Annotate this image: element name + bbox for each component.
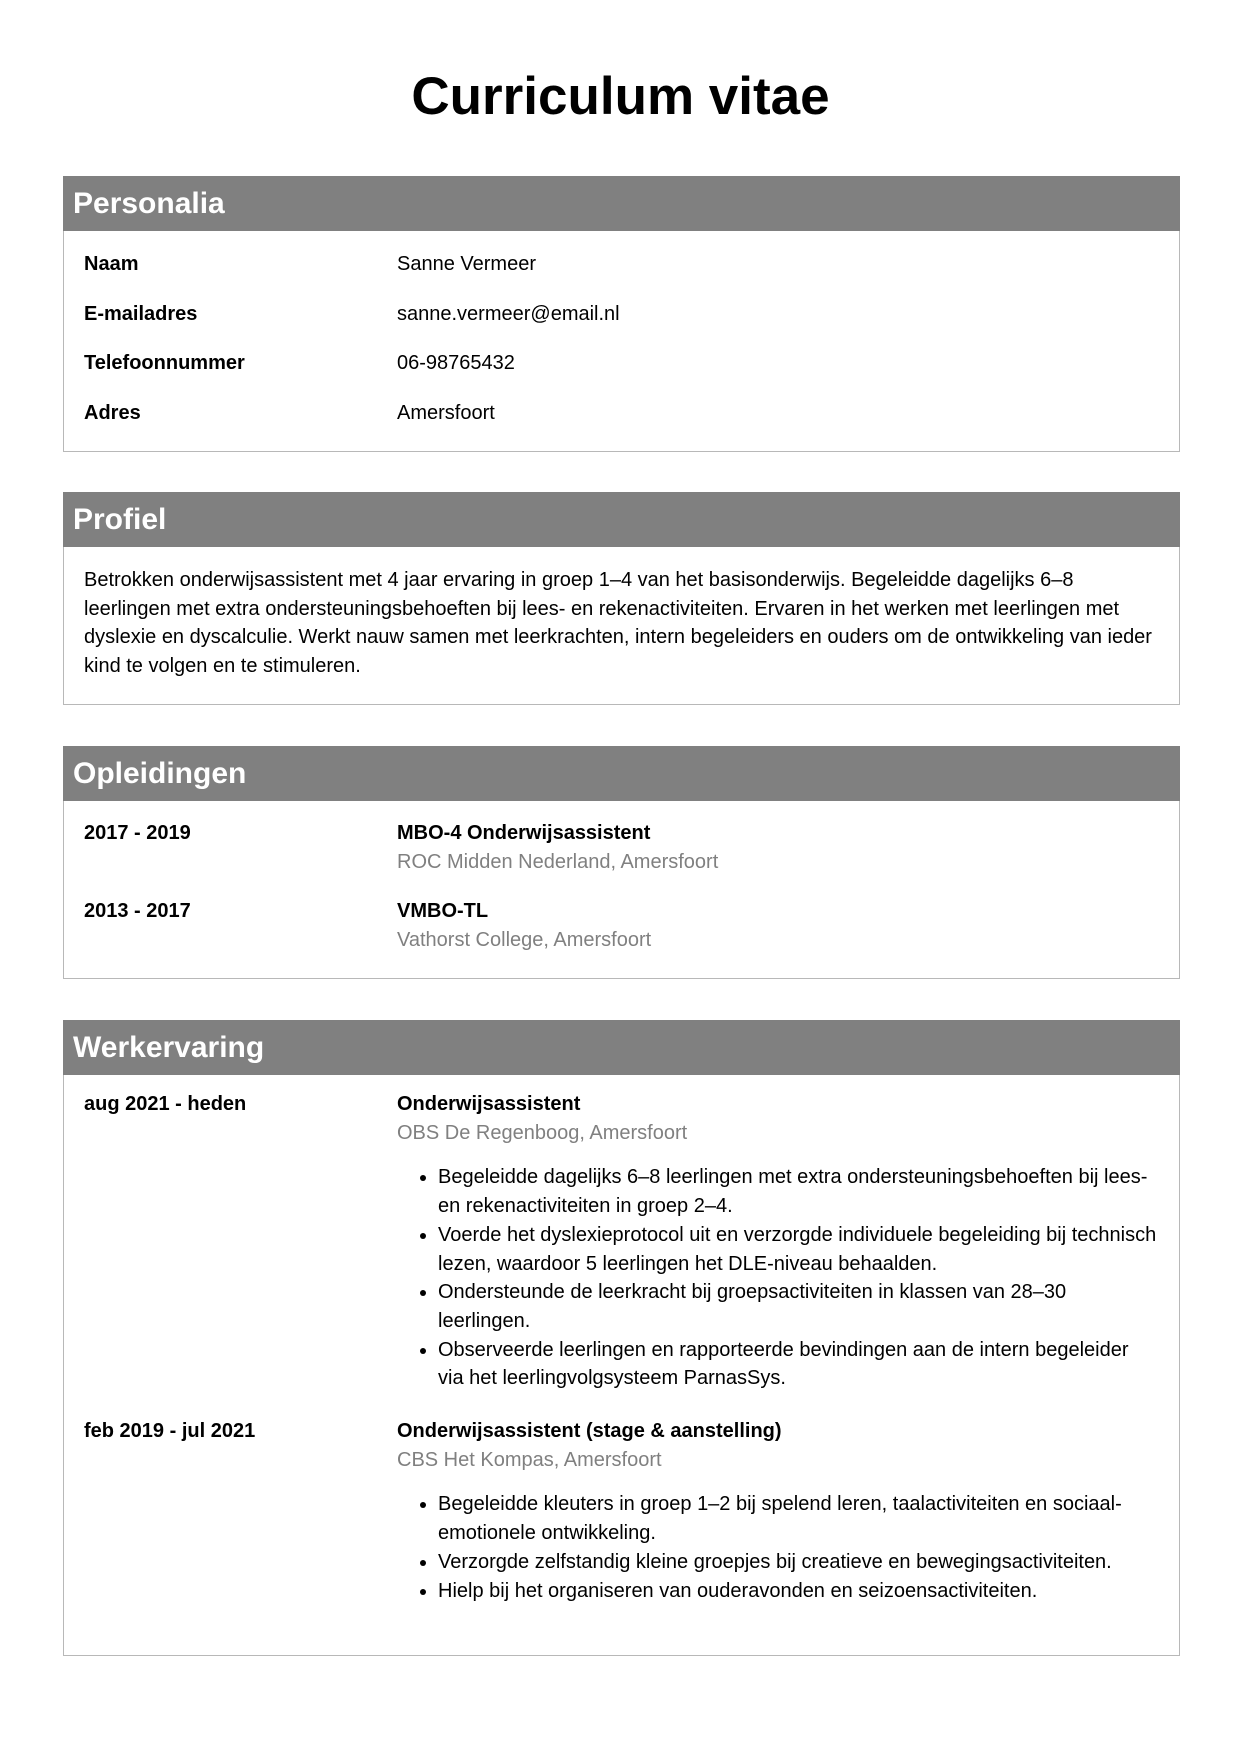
job-bullet: • Verzorgde zelfstandig kleine groepjes bij creatieve en bewegingsactiviteiten. <box>438 1548 1159 1577</box>
education-item <box>84 819 1159 897</box>
education-item <box>84 897 1159 975</box>
job-item <box>84 1417 1159 1677</box>
personalia-row-adres <box>84 399 1159 449</box>
job-title: Onderwijsassistent (stage & aanstelling) <box>397 1420 782 1442</box>
job-bullets <box>397 1490 1159 1605</box>
job-period: aug 2021 - heden <box>84 1093 247 1115</box>
job-bullet: • Ondersteunde de leerkracht bij groepsactiviteiten in klassen van 28–30 leerlingen. <box>438 1278 1159 1335</box>
field-label: Telefoonnummer <box>84 352 245 374</box>
page-title: Curriculum vitae <box>411 67 830 126</box>
field-label: Adres <box>84 401 141 424</box>
field-value-naam: Sanne Vermeer <box>397 253 536 275</box>
section-header-opleidingen: Opleidingen <box>63 746 1180 801</box>
education-title: MBO-4 Onderwijsassistent <box>397 822 651 844</box>
job-item <box>84 1090 1159 1417</box>
education-title: VMBO-TL <box>397 900 489 922</box>
field-value-email: sanne.vermeer@email.nl <box>397 302 620 325</box>
personalia-row-telefoon <box>84 349 1159 399</box>
job-bullet: • Hielp bij het organiseren van ouderavonden en seizoensactiviteiten. <box>438 1577 1159 1606</box>
section-header-werkervaring: Werkervaring <box>63 1020 1180 1075</box>
section-opleidingen <box>63 746 1180 979</box>
field-value-telefoon: 06-98765432 <box>397 352 515 374</box>
field-label: Naam <box>84 253 139 275</box>
job-bullet: • Begeleidde dagelijks 6–8 leerlingen met extra ondersteuningsbehoeften bij lees- en rekenactiviteiten in groep 2–4. <box>438 1163 1159 1220</box>
job-bullet: • Voerde het dyslexieprotocol uit en verzorgde individuele begeleiding bij technisch lezen, waardoor 5 leerlingen het DLE-niveau behaalden. <box>438 1221 1159 1278</box>
profile-text: Betrokken onderwijsassistent met 4 jaar ervaring in groep 1–4 van het basisonderwijs. Begeleidde dagelijks 6–8 leerlingen met extra ondersteuningsbehoeften bij lees- en rekenactiviteiten. Ervaren in het werken met leerlingen met dyslexie en dyscalculie. Werkt nauw samen met leerkrachten, intern begeleiders en ouders om de ontwikkeling van ieder kind te volgen en te stimuleren. <box>84 569 1152 678</box>
section-personalia <box>63 176 1180 452</box>
education-period: 2017 - 2019 <box>84 822 191 844</box>
personalia-row-email <box>84 300 1159 350</box>
job-period: feb 2019 - jul 2021 <box>84 1420 256 1442</box>
education-period: 2013 - 2017 <box>84 900 191 922</box>
personalia-row-naam <box>84 250 1159 300</box>
job-bullet: • Begeleidde kleuters in groep 1–2 bij spelend leren, taalactiviteiten en sociaal-emotionele ontwikkeling. <box>438 1490 1159 1547</box>
section-header-profiel: Profiel <box>63 492 1180 547</box>
education-institution: Vathorst College, Amersfoort <box>397 928 652 951</box>
education-institution: ROC Midden Nederland, Amersfoort <box>397 850 719 873</box>
job-employer: CBS Het Kompas, Amersfoort <box>397 1448 662 1471</box>
section-header-personalia: Personalia <box>63 176 1180 231</box>
field-label: E-mailadres <box>84 302 198 325</box>
section-werkervaring <box>63 1020 1180 1656</box>
job-employer: OBS De Regenboog, Amersfoort <box>397 1121 688 1144</box>
job-bullet: • Observeerde leerlingen en rapporteerde bevindingen aan de intern begeleider via het leerlingvolgsysteem ParnasSys. <box>438 1336 1159 1393</box>
job-bullets <box>397 1163 1159 1393</box>
job-title: Onderwijsassistent <box>397 1093 581 1115</box>
field-value-adres: Amersfoort <box>397 401 495 424</box>
section-profiel <box>63 492 1180 705</box>
